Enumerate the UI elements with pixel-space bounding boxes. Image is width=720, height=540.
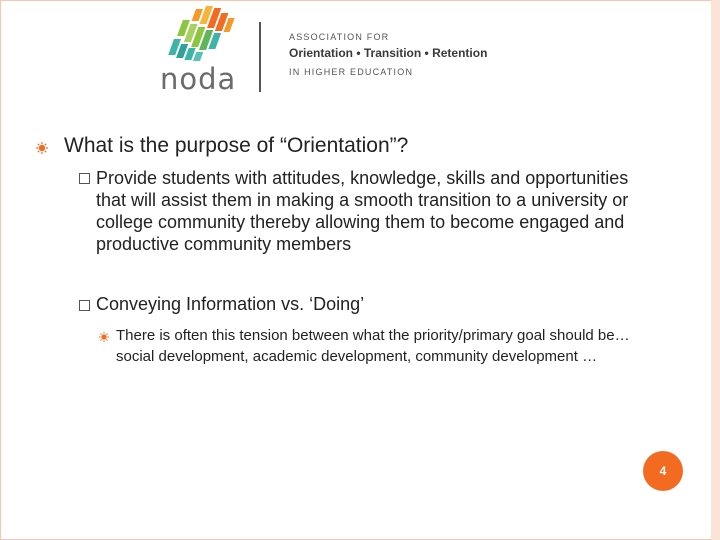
slide-heading: What is the purpose of “Orientation”? [64, 134, 409, 157]
sun-bullet-icon [99, 332, 109, 342]
sub-sub-item: There is often this tension between what the priority/primary goal should be…social development, academic development, community development … [116, 327, 630, 365]
sub-item-1: Provide students with attitudes, knowledge, skills and opportunities that will assist them in making a smooth transition to a university or college community thereby allowing them to become engaged and productive community members [96, 168, 629, 254]
page-number-badge: 4 [643, 451, 683, 491]
slide-frame-right-band [711, 0, 720, 540]
logo-wordmark: noda [160, 62, 237, 96]
logo-line-3: IN HIGHER EDUCATION [289, 67, 414, 77]
checkbox-bullet-icon [79, 300, 90, 311]
checkbox-bullet-icon [79, 173, 90, 184]
noda-logo-mark-icon [162, 6, 262, 62]
logo-line-1: ASSOCIATION FOR [289, 32, 390, 42]
sub-item-2: Conveying Information vs. ‘Doing’ [96, 294, 365, 314]
logo-divider [259, 22, 261, 92]
sun-bullet-icon [36, 142, 48, 154]
noda-logo [158, 6, 518, 96]
logo-line-2: Orientation • Transition • Retention [289, 46, 488, 60]
